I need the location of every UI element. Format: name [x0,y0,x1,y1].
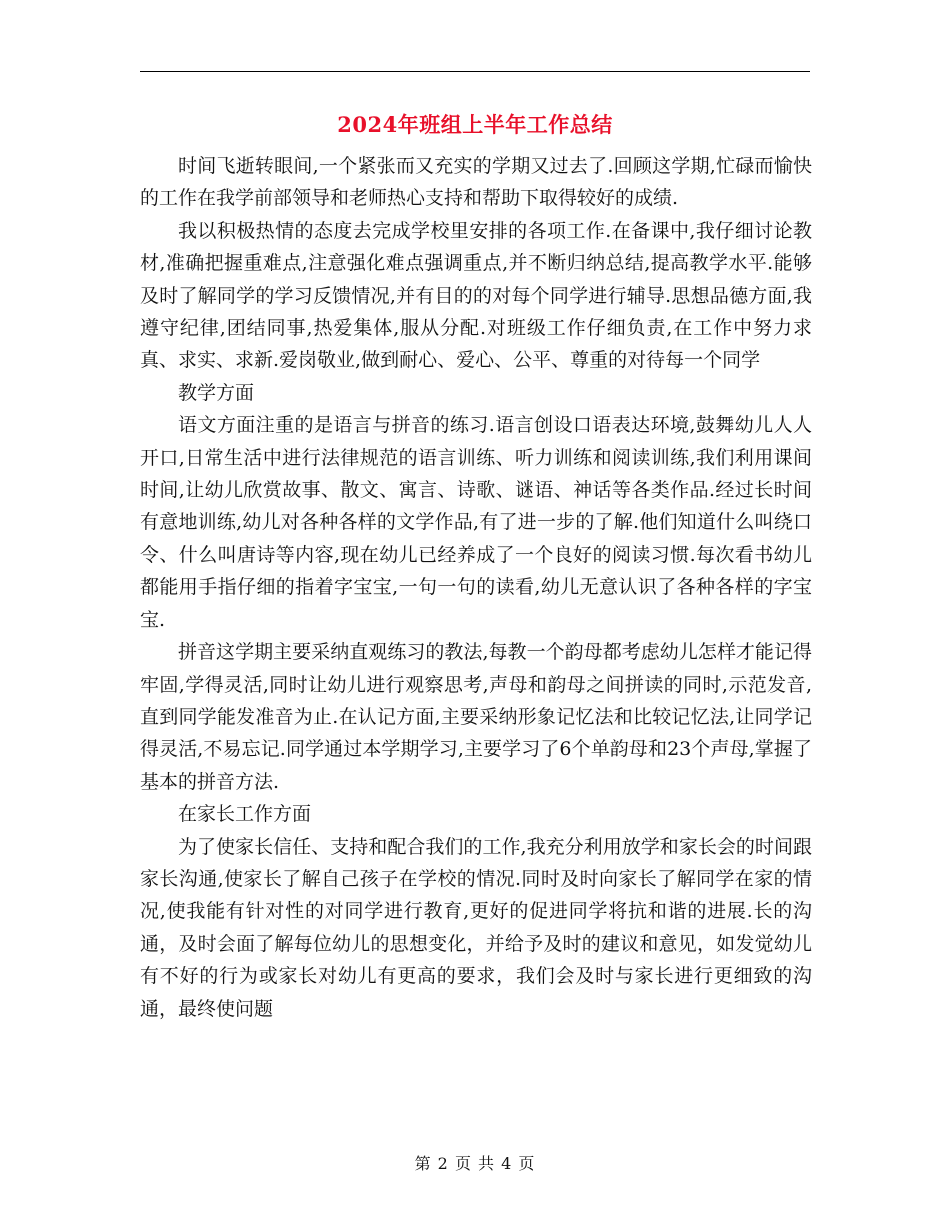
document-body [140,150,812,1025]
page-number-footer: 第 2 页 共 4 页 [414,1154,536,1173]
paragraph-language: 语文方面注重的是语言与拼音的练习.语言创设口语表达环境,鼓舞幼儿人人开口,日常生活中进行法律规范的语言训练、听力训练和阅读训练,我们利用课间时间,让幼儿欣赏故事、散文、寓言、诗歌、谜语、神话等各类作品.经过长时间有意地训练,幼儿对各种各样的文学作品,有了进一步的了解.他们知道什么叫绕口令、什么叫唐诗等内容,现在幼儿已经养成了一个良好的阅读习惯.每次看书幼儿都能用手指仔细的指着字宝宝,一句一句的读看,幼儿无意认识了各种各样的字宝宝. [140,414,812,631]
section-heading-parents: 在家长工作方面 [178,803,312,826]
paragraph-work-attitude: 我以积极热情的态度去完成学校里安排的各项工作.在备课中,我仔细讨论教材,准确把握重难点,注意强化难点强调重点,并不断归纳总结,提高教学水平.能够及时了解同学的学习反馈情况,并有目的的对每个同学进行辅导.思想品德方面,我遵守纪律,团结同事,热爱集体,服从分配.对班级工作仔细负责,在工作中努力求真、求实、求新.爱岗敬业,做到耐心、爱心、公平、尊重的对待每一个同学 [140,219,812,372]
section-heading-teaching: 教学方面 [178,381,255,404]
header-rule [140,71,810,72]
document-title: 2024年班组上半年工作总结 [337,112,613,137]
paragraph-parents: 为了使家长信任、支持和配合我们的工作,我充分利用放学和家长会的时间跟家长沟通,使家长了解自己孩子在学校的情况.同时及时向家长了解同学在家的情况,使我能有针对性的对同学进行教育,更好的促进同学将抗和谐的进展.长的沟通，及时会面了解每位幼儿的思想变化，并给予及时的建议和意见，如发觉幼儿有不好的行为或家长对幼儿有更高的要求，我们会及时与家长进行更细致的沟通，最终使问题 [140,835,812,1020]
paragraph-pinyin: 拼音这学期主要采纳直观练习的教法,每教一个韵母都考虑幼儿怎样才能记得牢固,学得灵活,同时让幼儿进行观察思考,声母和韵母之间拼读的同时,示范发音,直到同学能发准音为止.在认记方面,主要采纳形象记忆法和比较记忆法,让同学记得灵活,不易忘记.同学通过本学期学习,主要学习了6个单韵母和23个声母,掌握了基本的拼音方法. [140,641,812,793]
paragraph-intro: 时间飞逝转眼间,一个紧张而又充实的学期又过去了.回顾这学期,忙碌而愉快的工作在我学前部领导和老师热心支持和帮助下取得较好的成绩. [140,155,812,210]
